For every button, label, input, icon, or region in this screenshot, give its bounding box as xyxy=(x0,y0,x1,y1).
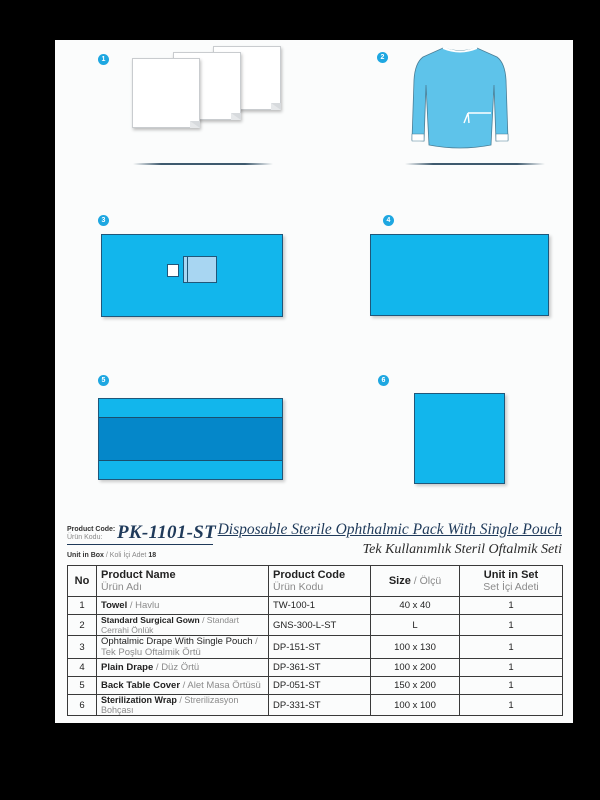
sterilization-wrap-illustration xyxy=(414,393,505,484)
cell-no: 2 xyxy=(68,615,97,636)
fenestration-icon xyxy=(167,264,179,277)
name-tr: / Alet Masa Örtüsü xyxy=(180,680,261,691)
cell-no: 5 xyxy=(68,677,97,695)
cell-no: 1 xyxy=(68,597,97,615)
cell-name xyxy=(97,597,269,615)
table-row xyxy=(68,677,563,695)
column-header-name-en: Product Name xyxy=(101,569,176,581)
cell-unit: 1 xyxy=(460,615,563,636)
item-number-badge: 6 xyxy=(378,375,389,386)
product-table xyxy=(67,565,563,716)
cell-no: 4 xyxy=(68,659,97,677)
column-header-unit-tr: Set İçi Adeti xyxy=(483,581,539,593)
name-en: Plain Drape xyxy=(101,662,154,673)
item-number-badge: 5 xyxy=(98,375,109,386)
column-header-unit xyxy=(460,566,563,597)
table-row xyxy=(68,615,563,636)
product-header xyxy=(67,520,562,565)
product-code-label xyxy=(67,526,115,542)
table-row xyxy=(68,636,563,659)
column-header-size xyxy=(371,566,460,597)
cell-no: 3 xyxy=(68,636,97,659)
cell-name xyxy=(97,636,269,659)
cell-code: DP-361-ST xyxy=(269,659,371,677)
cell-size: 100 x 200 xyxy=(371,659,460,677)
column-header-code-tr: Ürün Kodu xyxy=(273,581,324,593)
cell-size: 100 x 130 xyxy=(371,636,460,659)
item-number-badge: 1 xyxy=(98,54,109,65)
cell-code: DP-151-ST xyxy=(269,636,371,659)
column-header-size-en: Size xyxy=(388,575,411,587)
cell-unit: 1 xyxy=(460,677,563,695)
item-number-badge: 4 xyxy=(383,215,394,226)
name-en: Back Table Cover xyxy=(101,680,181,691)
unit-in-box-label-en: Unit in Box xyxy=(67,552,104,559)
cell-size: 100 x 100 xyxy=(371,695,460,716)
cell-code: DP-331-ST xyxy=(269,695,371,716)
column-header-name-tr: Ürün Adı xyxy=(101,581,142,593)
cell-name xyxy=(97,615,269,636)
cell-unit: 1 xyxy=(460,636,563,659)
divider-shadow xyxy=(133,163,273,165)
ophthalmic-drape-illustration xyxy=(101,234,283,317)
item-number-badge: 3 xyxy=(98,215,109,226)
plain-drape-illustration xyxy=(370,234,549,316)
table-row xyxy=(68,659,563,677)
cell-name xyxy=(97,659,269,677)
name-en: Standard Surgical Gown xyxy=(101,615,200,625)
item-number-badge: 2 xyxy=(377,52,388,63)
product-code: PK-1101-ST xyxy=(117,522,217,543)
back-table-cover-illustration xyxy=(98,398,283,480)
table-header-row xyxy=(68,566,563,597)
column-header-code xyxy=(269,566,371,597)
cell-code: DP-051-ST xyxy=(269,677,371,695)
name-en: Towel xyxy=(101,600,128,611)
cell-unit: 1 xyxy=(460,659,563,677)
cell-unit: 1 xyxy=(460,695,563,716)
cell-size: 40 x 40 xyxy=(371,597,460,615)
product-code-underline xyxy=(67,544,213,545)
name-en: Sterilization Wrap xyxy=(101,695,177,705)
name-tr: / Havlu xyxy=(127,600,160,611)
divider-shadow xyxy=(405,163,545,165)
table-row xyxy=(68,695,563,716)
name-tr: / Düz Örtü xyxy=(153,662,200,673)
product-title-en: Disposable Sterile Ophthalmic Pack With Single Pouch xyxy=(217,521,562,538)
reinforcement-band xyxy=(99,417,282,461)
towel-sheet xyxy=(132,58,200,128)
cell-code: TW-100-1 xyxy=(269,597,371,615)
product-code-label-en: Product Code: xyxy=(67,526,116,533)
name-tr: / Tek Poşlu Oftalmik Örtü xyxy=(101,636,258,658)
column-header-unit-en: Unit in Set xyxy=(483,569,539,581)
pouch-icon xyxy=(183,256,217,283)
surgical-gown-icon xyxy=(405,45,515,155)
name-tr: / Strerilizasyon Bohçası xyxy=(101,695,239,715)
column-header-no: No xyxy=(68,566,97,597)
cell-size: 150 x 200 xyxy=(371,677,460,695)
cell-unit: 1 xyxy=(460,597,563,615)
cell-name xyxy=(97,677,269,695)
cell-name xyxy=(97,695,269,716)
column-header-size-tr: / Ölçü xyxy=(410,575,442,587)
column-header-name xyxy=(97,566,269,597)
cell-code: GNS-300-L-ST xyxy=(269,615,371,636)
name-en: Ophtalmic Drape With Single Pouch xyxy=(101,636,253,647)
unit-in-box-value: 18 xyxy=(148,552,157,559)
name-tr: / Standart Cerrahi Önlük xyxy=(101,615,239,635)
product-title-tr: Tek Kullanımlık Steril Oftalmik Seti xyxy=(362,542,562,557)
product-code-label-tr: Ürün Kodu: xyxy=(67,534,103,541)
cell-size: L xyxy=(371,615,460,636)
cell-no: 6 xyxy=(68,695,97,716)
table-row xyxy=(68,597,563,615)
unit-in-box xyxy=(67,552,156,559)
unit-in-box-label-tr: / Koli İçi Adet xyxy=(103,552,149,559)
column-header-code-en: Product Code xyxy=(273,569,346,581)
